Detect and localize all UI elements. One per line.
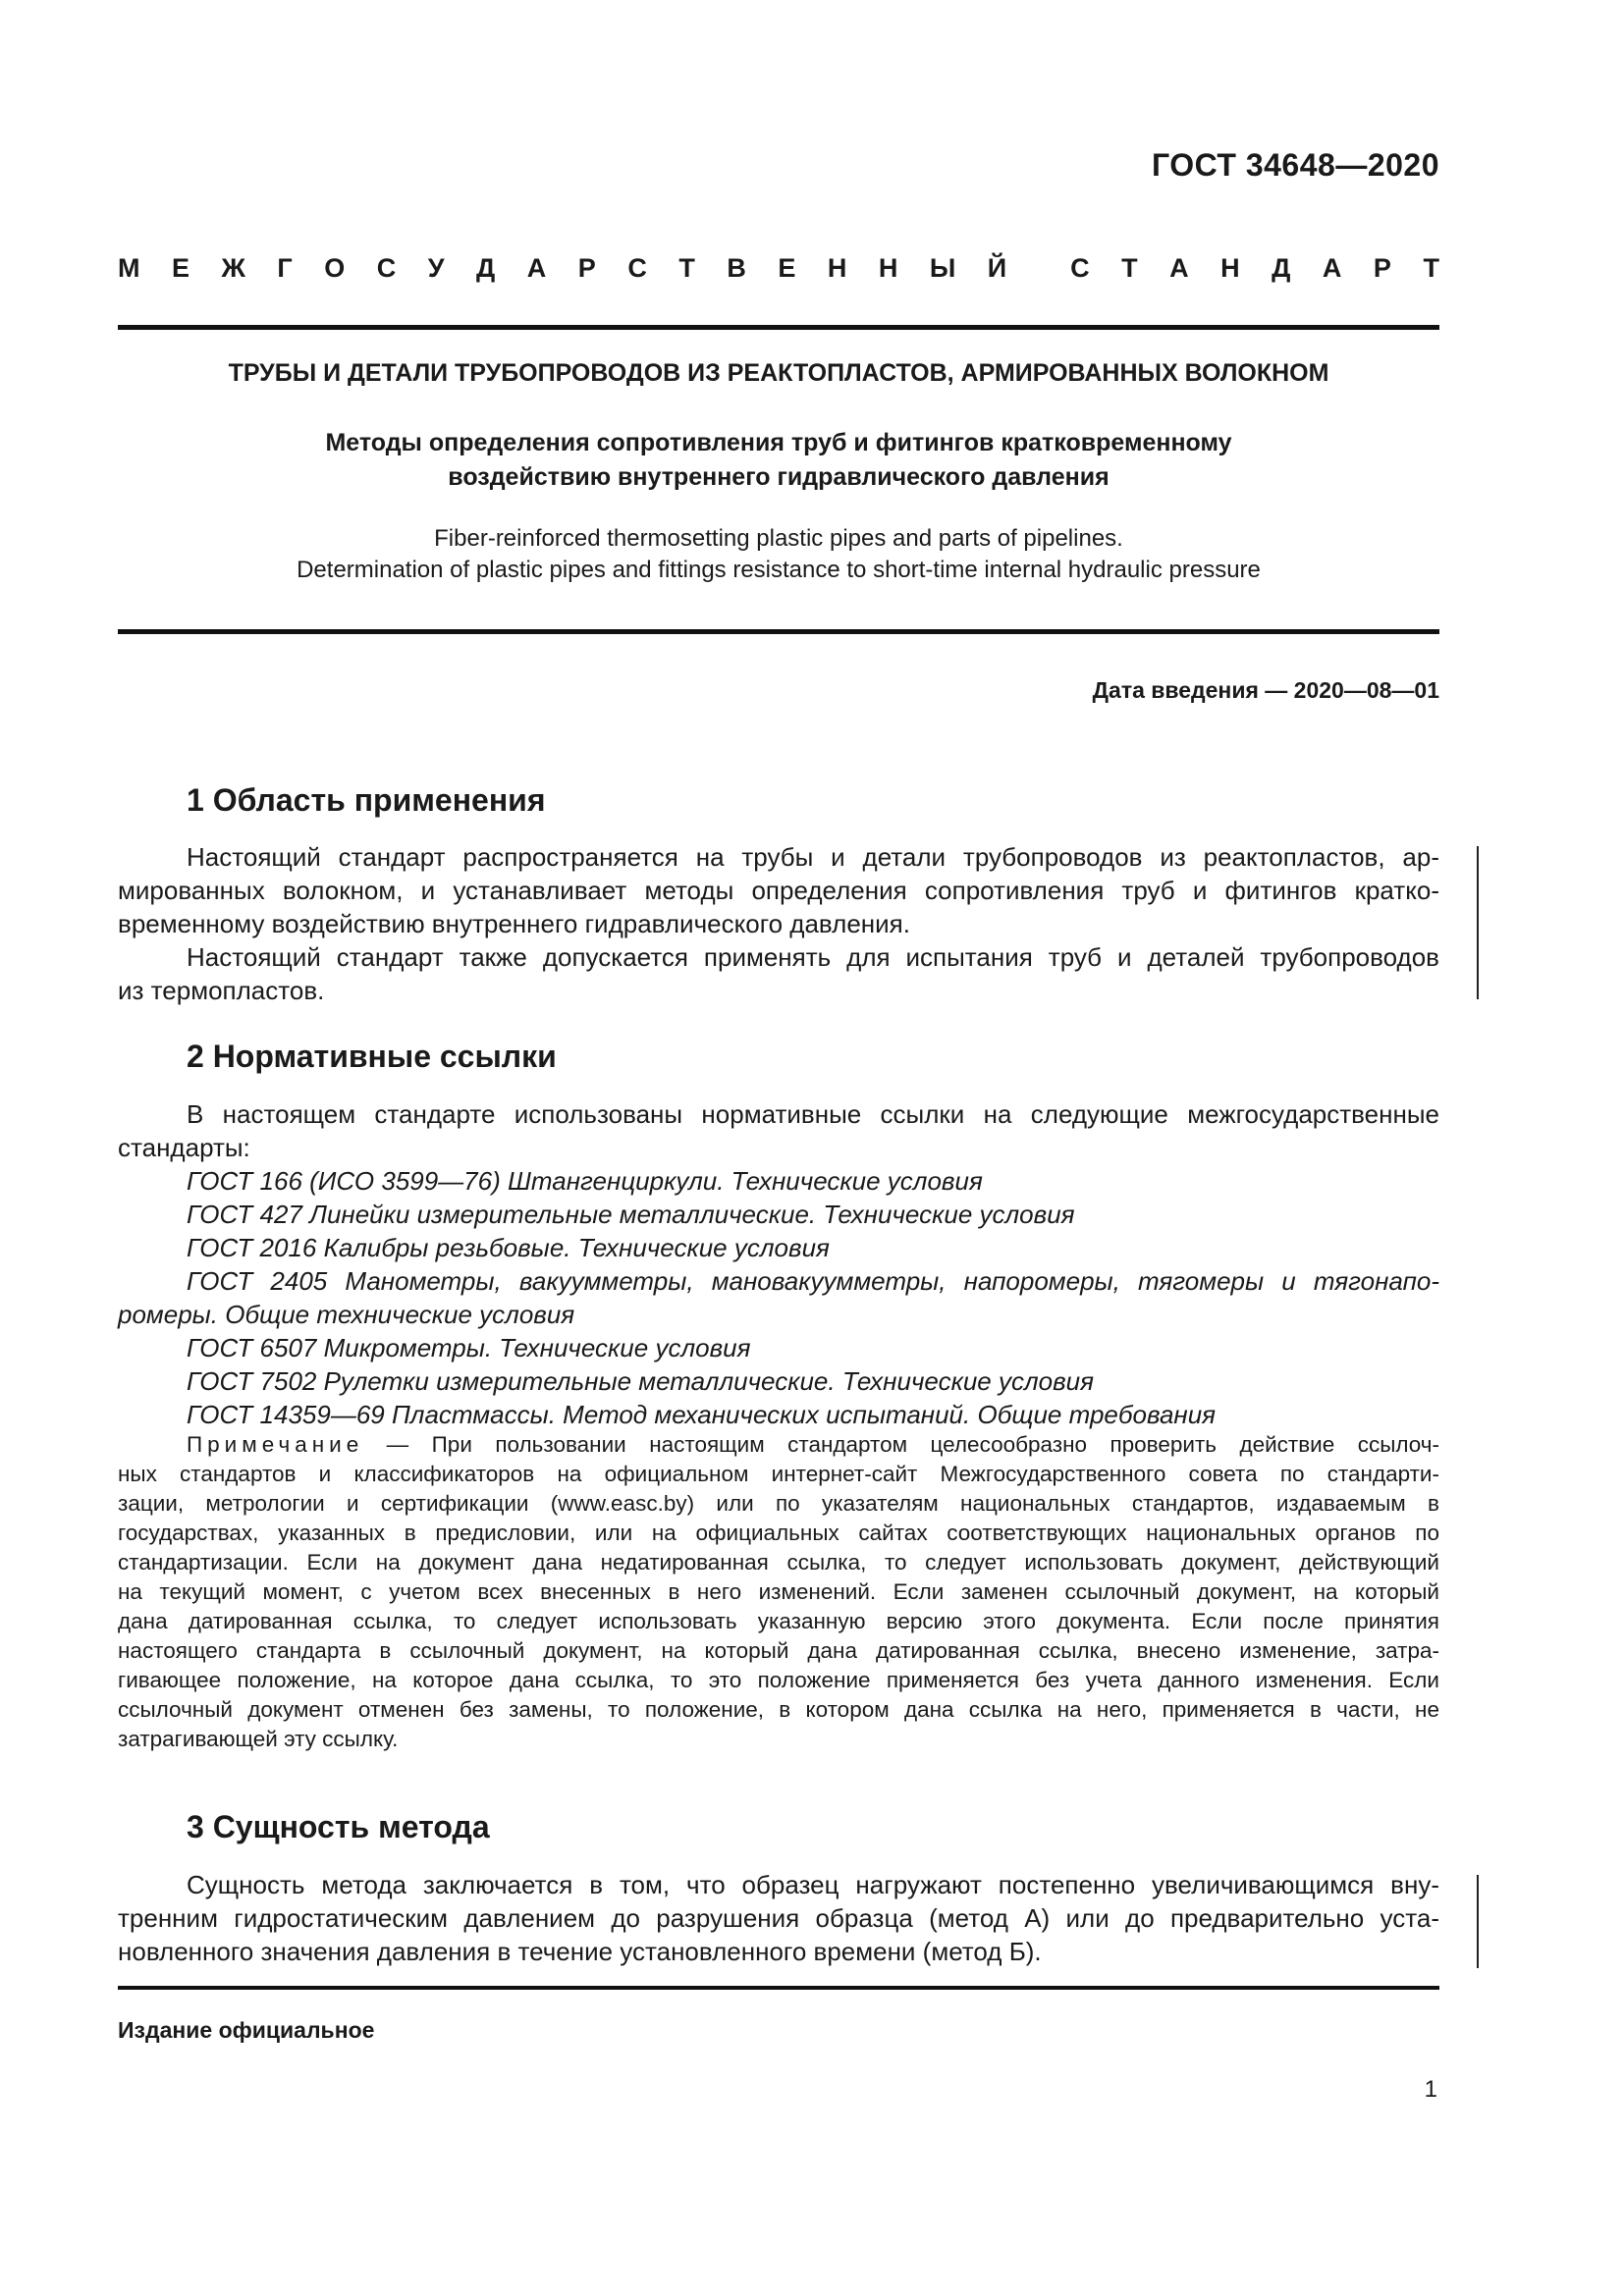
subtitle-en-line-1: Fiber-reinforced thermosetting plastic pipes and parts of pipelines. <box>434 525 1123 552</box>
text-line: стандарты: <box>118 1133 250 1162</box>
banner-letter: Г <box>277 253 293 283</box>
note-label: Примечание <box>187 1432 364 1457</box>
reference-item: ГОСТ 14359—69 Пластмассы. Метод механических испытаний. Общие требования <box>187 1400 1217 1429</box>
reference-item: ГОСТ 427 Линейки измерительные металлические. Технические условия <box>187 1200 1075 1229</box>
banner-letter: С <box>376 253 397 283</box>
banner-letter: Т <box>1121 253 1138 283</box>
note-line: гивающее положение, на которое дана ссылка, то это положение применяется без учета данного изменения. Если <box>118 1668 1439 1692</box>
banner-letter: М <box>118 253 140 283</box>
banner-letter: Д <box>1272 253 1291 283</box>
note-block <box>118 1430 1439 1754</box>
section-1-paragraph-2 <box>118 940 1439 1007</box>
banner-letter: Е <box>172 253 190 283</box>
reference-item: ГОСТ 166 (ИСО 3599—76) Штангенциркули. Технические условия <box>187 1166 983 1196</box>
note-line: зации, метрологии и сертификации (www.easc.by) или по указателям национальных стандартов, издаваемым в <box>118 1491 1439 1516</box>
text-line: новленного значения давления в течение установленного времени (метод Б). <box>118 1937 1042 1966</box>
reference-item-continuation: ромеры. Общие технические условия <box>118 1300 575 1329</box>
reference-item: ГОСТ 2016 Калибры резьбовые. Технические условия <box>187 1233 830 1262</box>
section-2-heading: 2 Нормативные ссылки <box>187 1039 557 1074</box>
banner-letter: Т <box>678 253 695 283</box>
normative-references-list <box>118 1164 1439 1431</box>
footer-rule <box>118 1986 1439 1990</box>
effective-date: Дата введения — 2020—08—01 <box>1092 677 1439 703</box>
title-rule <box>118 629 1439 634</box>
document-title: ТРУБЫ И ДЕТАЛИ ТРУБОПРОВОДОВ ИЗ РЕАКТОПЛАСТОВ, АРМИРОВАННЫХ ВОЛОКНОМ <box>228 359 1329 387</box>
note-line: стандартизации. Если на документ дана недатированная ссылка, то следует использовать документ, действующий <box>118 1550 1439 1575</box>
subtitle-ru-line-1: Методы определения сопротивления труб и фитингов кратковременному <box>325 429 1232 456</box>
section-2-intro <box>118 1097 1439 1164</box>
text-line: из термопластов. <box>118 976 325 1005</box>
banner-letter: А <box>1322 253 1342 283</box>
subtitle-en-line-2: Determination of plastic pipes and fittings resistance to short-time internal hydraulic pressure <box>297 557 1261 583</box>
banner-letter: Н <box>878 253 898 283</box>
banner-letter: С <box>627 253 647 283</box>
note-text: — При пользовании настоящим стандартом целесообразно проверить действие ссылоч- <box>363 1432 1439 1457</box>
note-line: дана датированная ссылка, то следует использовать указанную версию этого документа. Если после принятия <box>118 1609 1439 1633</box>
interstate-standard-banner <box>118 253 1439 284</box>
banner-letter: С <box>1070 253 1090 283</box>
reference-item: ГОСТ 7502 Рулетки измерительные металлические. Технические условия <box>187 1366 1095 1396</box>
banner-letter: Н <box>1220 253 1240 283</box>
section-1-heading: 1 Область применения <box>187 782 546 818</box>
banner-letter: Т <box>1423 253 1439 283</box>
banner-letter: Н <box>827 253 847 283</box>
change-bar <box>1477 1875 1479 1968</box>
banner-letter: Р <box>577 253 596 283</box>
page-number: 1 <box>1424 2076 1437 2103</box>
banner-letter: В <box>727 253 746 283</box>
note-line: ных стандартов и классификаторов на официальном интернет-сайт Межгосударственного совета по стандарти- <box>118 1462 1439 1486</box>
section-3-paragraph-1 <box>118 1868 1439 1968</box>
document-code: ГОСТ 34648—2020 <box>1151 147 1439 183</box>
note-line: затрагивающей эту ссылку. <box>118 1727 399 1751</box>
reference-item: ГОСТ 6507 Микрометры. Технические условия <box>187 1333 751 1362</box>
text-line: временному воздействию внутреннего гидравлического давления. <box>118 909 910 938</box>
banner-letter: А <box>526 253 547 283</box>
edition-label: Издание официальное <box>118 2017 375 2043</box>
text-line: тренним гидростатическим давлением до разрушения образца (метод А) или до предварительно уста- <box>118 1903 1439 1933</box>
reference-item: ГОСТ 2405 Манометры, вакуумметры, мановакуумметры, напоромеры, тягомеры и тягонапо- <box>187 1266 1439 1296</box>
note-line: на текущий момент, с учетом всех внесенных в него изменений. Если заменен ссылочный документ, на который <box>118 1579 1439 1604</box>
banner-letter: О <box>324 253 346 283</box>
subtitle-ru-line-2: воздействию внутреннего гидравлического давления <box>448 463 1110 491</box>
note-line: настоящего стандарта в ссылочный документ, на который дана датированная ссылка, внесено изменение, затра- <box>118 1638 1439 1663</box>
banner-letter: Д <box>476 253 496 283</box>
banner-letter: Ы <box>929 253 956 283</box>
text-line: Сущность метода заключается в том, что образец нагружают постепенно увеличивающимся вну- <box>187 1870 1439 1899</box>
banner-letter: А <box>1169 253 1189 283</box>
text-line: мированных волокном, и устанавливает методы определения сопротивления труб и фитингов кратко- <box>118 876 1439 905</box>
section-3-heading: 3 Сущность метода <box>187 1809 490 1844</box>
banner-letter: У <box>427 253 445 283</box>
section-1-paragraph-1 <box>118 840 1439 940</box>
banner-letter: Й <box>987 253 1007 283</box>
banner-letter: Ж <box>221 253 245 283</box>
banner-letter: Е <box>778 253 796 283</box>
change-bar <box>1477 846 1479 999</box>
note-line <box>118 1430 1439 1460</box>
text-line: Настоящий стандарт также допускается применять для испытания труб и деталей трубопроводов <box>187 942 1439 972</box>
text-line: В настоящем стандарте использованы нормативные ссылки на следующие межгосударственные <box>187 1099 1439 1129</box>
header-rule <box>118 325 1439 330</box>
banner-letter: Р <box>1373 253 1391 283</box>
note-line: ссылочный документ отменен без замены, то положение, в котором дана ссылка на него, применяется в части, не <box>118 1697 1439 1722</box>
note-line: государствах, указанных в предисловии, или на официальных сайтах соответствующих национальных органов по <box>118 1521 1439 1545</box>
text-line: Настоящий стандарт распространяется на трубы и детали трубопроводов из реактопластов, ар- <box>187 842 1439 872</box>
